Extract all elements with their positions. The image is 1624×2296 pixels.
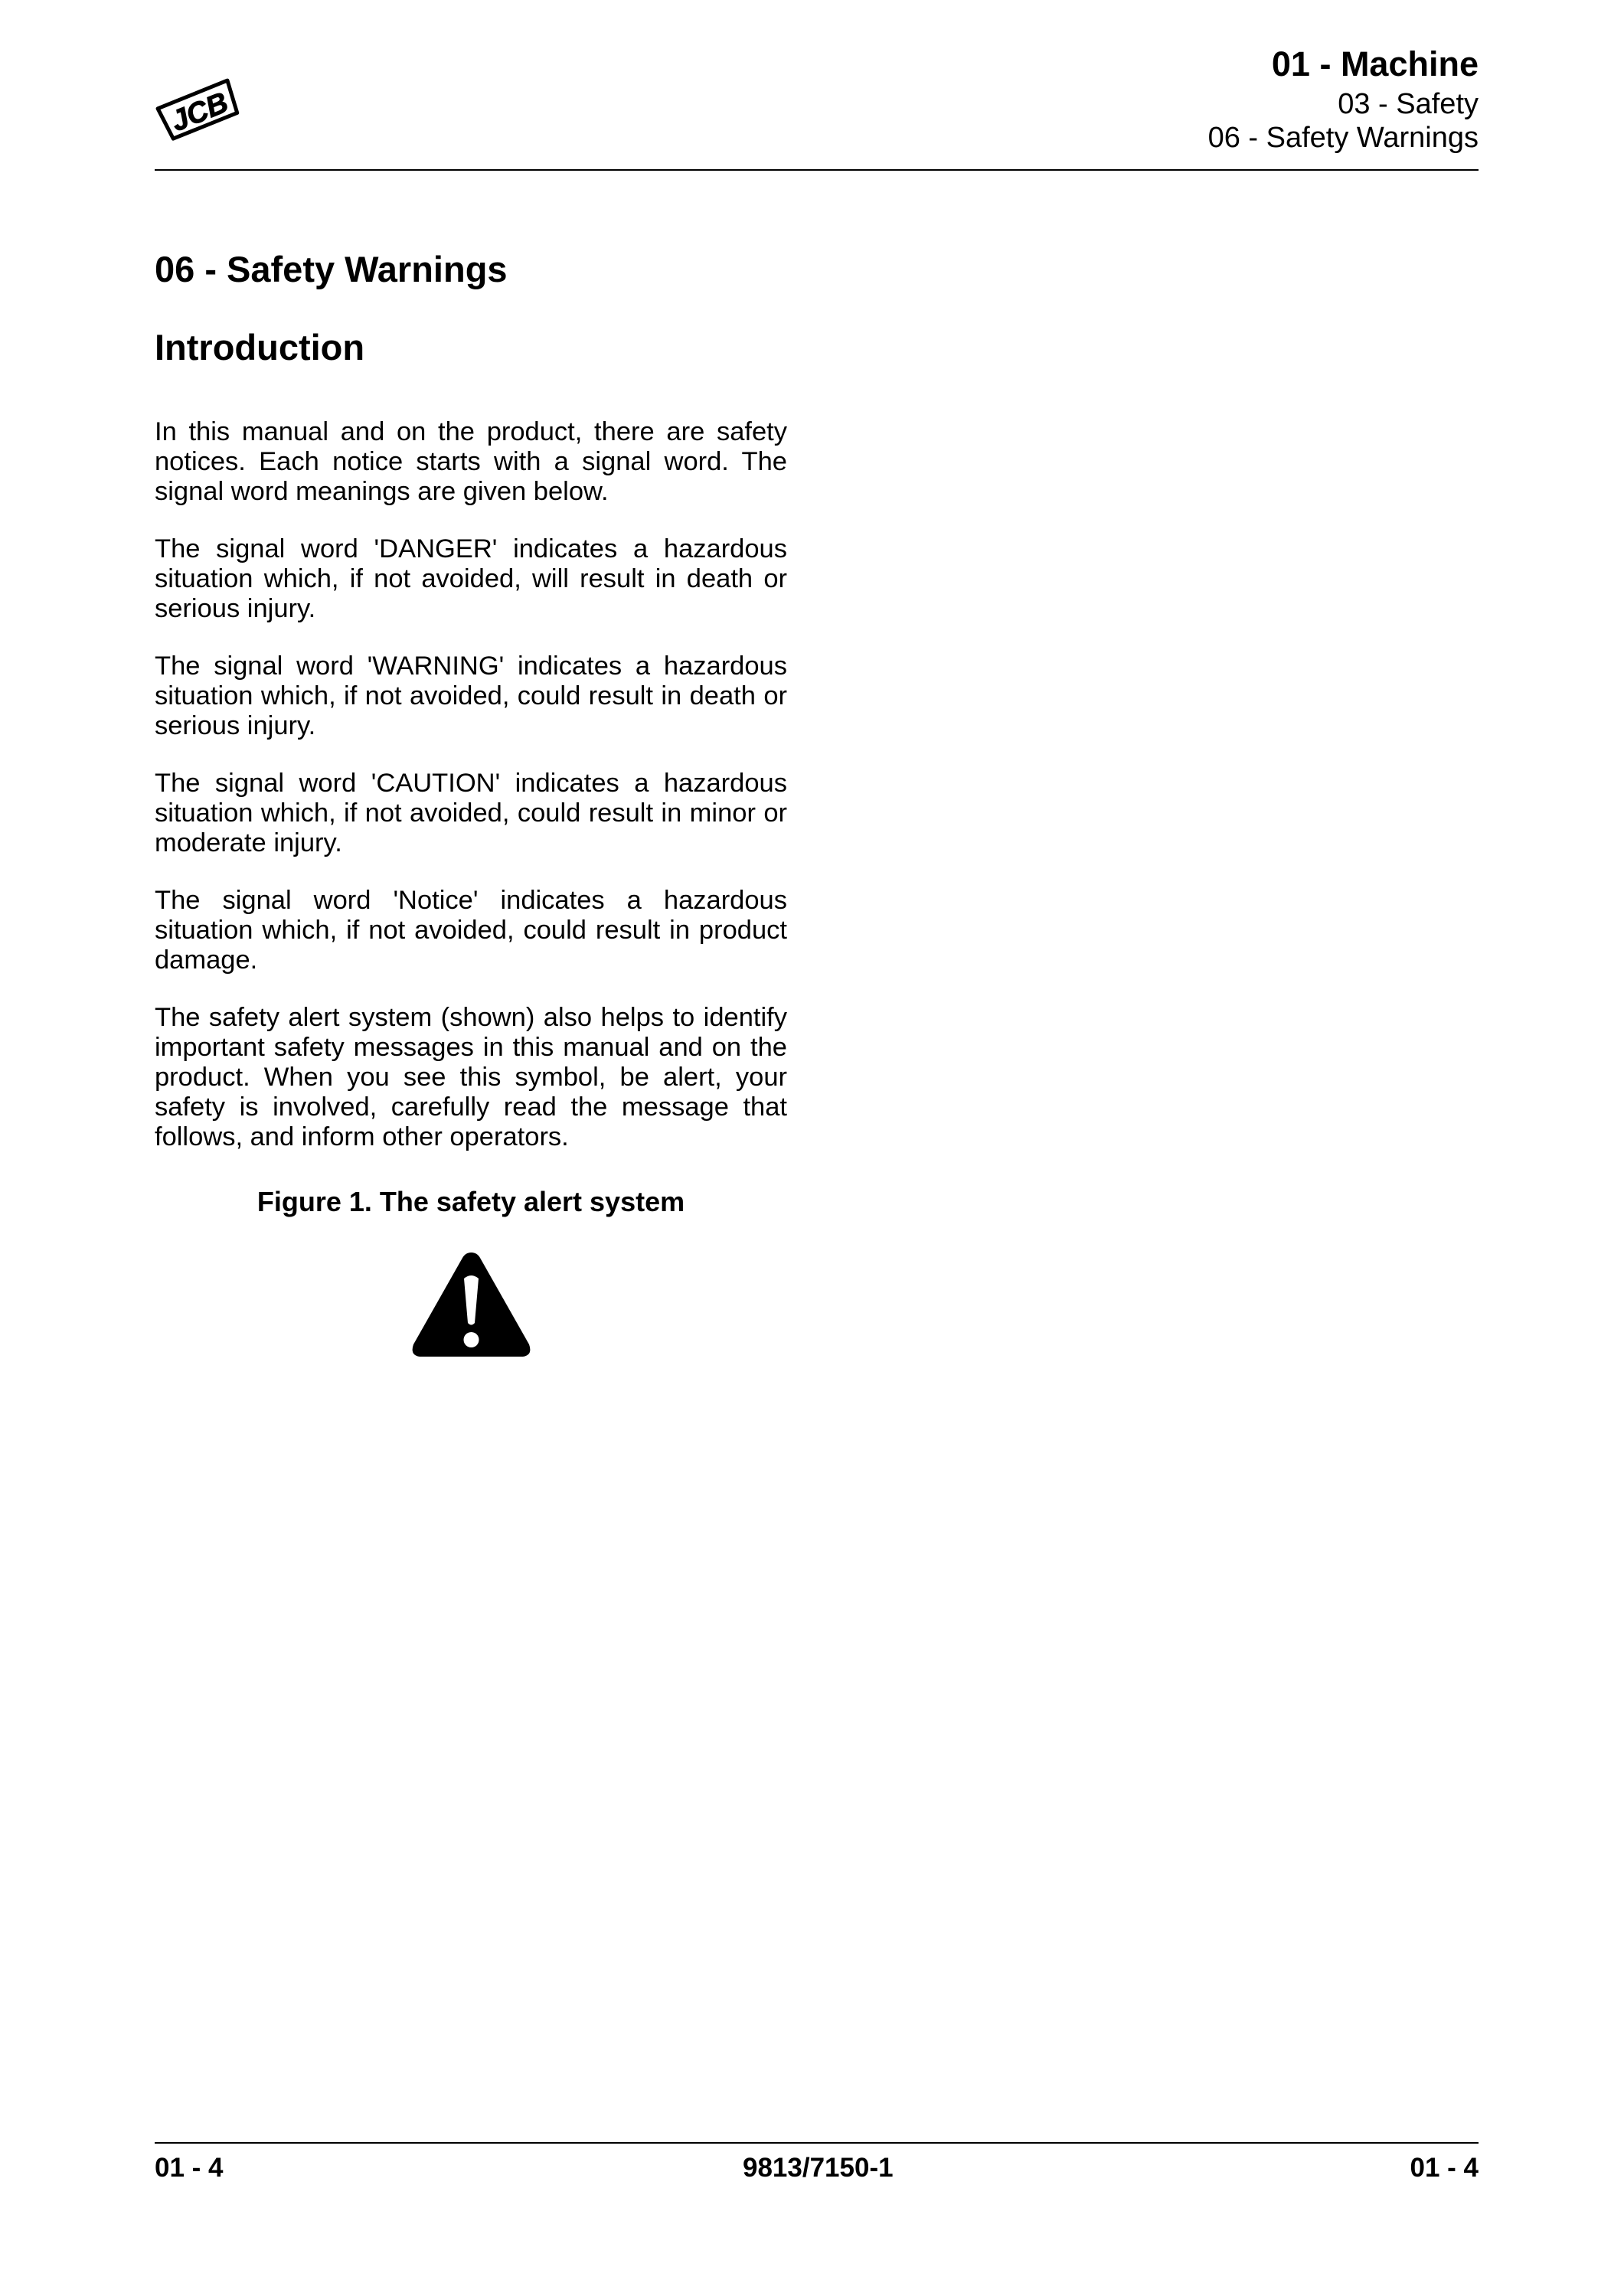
header-divider (155, 169, 1479, 171)
paragraph: The signal word 'Notice' indicates a hazardous situation which, if not avoided, could result in product damage. (155, 886, 787, 975)
header-chapter: 01 - Machine (1271, 44, 1479, 83)
footer-doc-number: 9813/7150-1 (743, 2153, 894, 2183)
header-subsection: 06 - Safety Warnings (1207, 122, 1479, 154)
body-text (155, 417, 787, 1180)
page-title: 06 - Safety Warnings (155, 249, 508, 289)
svg-text:JCB: JCB (166, 86, 233, 139)
paragraph: In this manual and on the product, there are safety notices. Each notice starts with a signal word. The signal word meanings are given below. (155, 417, 787, 506)
header-section: 03 - Safety (1338, 88, 1479, 120)
intro-heading: Introduction (155, 327, 365, 367)
footer-page-left: 01 - 4 (155, 2153, 224, 2183)
paragraph: The signal word 'WARNING' indicates a hazardous situation which, if not avoided, could result in death or serious injury. (155, 652, 787, 740)
figure-caption: Figure 1. The safety alert system (257, 1186, 685, 1217)
footer-divider (155, 2142, 1479, 2144)
warning-triangle-icon (408, 1248, 534, 1361)
jcb-logo (153, 70, 243, 147)
paragraph: The signal word 'DANGER' indicates a hazardous situation which, if not avoided, will result in death or serious injury. (155, 534, 787, 623)
paragraph: The safety alert system (shown) also helps to identify important safety messages in this manual and on the product. When you see this symbol, be alert, your safety is involved, carefully read the message that follows, and inform other operators. (155, 1003, 787, 1151)
page-header (1208, 41, 1479, 155)
footer-page-right: 01 - 4 (1410, 2153, 1479, 2183)
paragraph: The signal word 'CAUTION' indicates a hazardous situation which, if not avoided, could result in minor or moderate injury. (155, 769, 787, 857)
